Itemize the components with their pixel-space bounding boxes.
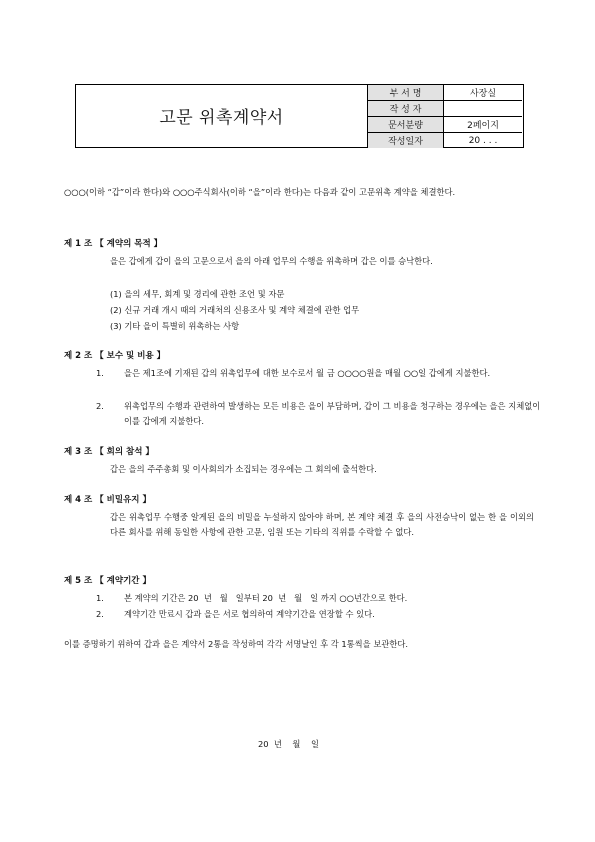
date-value: 20 . . .: [444, 133, 523, 149]
document-header: [75, 84, 524, 148]
article-5-item-1: [96, 591, 548, 606]
document-info-table: [367, 85, 522, 148]
article-1-title: 제 1 조 【 계약의 목적 】: [64, 239, 163, 249]
article-5-item-2: [96, 607, 548, 622]
author-value: [444, 101, 523, 117]
article-2-item-2: [96, 399, 548, 429]
signature-date-line: 20 년 월 일: [258, 739, 319, 749]
length-value: 2페이지: [444, 117, 523, 133]
date-label: 작성일자: [368, 133, 444, 149]
department-value: 사장실: [444, 85, 523, 101]
article-2-item-1-number: 1.: [96, 368, 104, 378]
article-5-item-2-number: 2.: [96, 609, 104, 619]
article-5-item-1-number: 1.: [96, 593, 104, 603]
article-3-title: 제 3 조 【 회의 참석 】: [64, 447, 154, 457]
article-5-title: 제 5 조 【 계약기간 】: [64, 576, 151, 586]
document-title: 고문 위촉계약서: [159, 108, 284, 128]
article-1-item-3: (3) 기타 을이 특별히 위촉하는 사항: [110, 321, 240, 331]
department-label: 부 서 명: [368, 85, 444, 101]
article-2-item-2-number: 2.: [96, 401, 104, 411]
article-2-item-2-text: 위촉업무의 수행과 관련하여 발생하는 모든 비용은 을이 부담하며, 갑이 그 비용을 청구하는 경우에는 을은 지체없이 이를 갑에게 지불한다.: [124, 401, 541, 426]
article-5-item-1-text: 본 계약의 기간은 20 년 월 일부터 20 년 월 일 까지 ○○년간으로 한다.: [124, 593, 408, 603]
article-1-item-1: (1) 을의 세무, 회계 및 경리에 관한 조언 및 자문: [110, 289, 285, 299]
article-1-item-2: (2) 신규 거래 개시 때의 거래처의 신용조사 및 계약 체결에 관한 업무: [110, 305, 360, 315]
article-4-body: 갑은 위촉업무 수행중 알게된 을의 비밀을 누설하지 않아야 하며, 본 계약 체결 후 을의 사전승낙이 없는 한 을 이외의 다른 회사를 위해 동일한 사항에 관한 고문, 임원 또는 기타의 직위를 수락할 수 없다.: [110, 512, 534, 537]
info-row-author: [368, 101, 523, 117]
article-2-item-1-text: 을은 제1조에 기재된 갑의 위촉업무에 대한 보수로서 월 금 ○○○○원을 매월 ○○일 갑에게 지불한다.: [124, 368, 491, 378]
article-2-title: 제 2 조 【 보수 및 비용 】: [64, 351, 166, 361]
article-3-body: 갑은 을의 주주총회 및 이사회의가 소집되는 경우에는 그 회의에 출석한다.: [110, 464, 377, 474]
article-4-title: 제 4 조 【 비밀유지 】: [64, 495, 151, 505]
author-label: 작 성 자: [368, 101, 444, 117]
article-5-item-2-text: 계약기간 만료시 갑과 을은 서로 협의하여 계약기간을 연장할 수 있다.: [124, 609, 375, 619]
info-row-length: [368, 117, 523, 133]
intro-paragraph: ○○○(이하 “갑”이라 한다)와 ○○○주식회사(이하 “을”이라 한다)는 다음과 같이 고문위촉 계약을 체결한다.: [64, 187, 456, 197]
info-row-date: [368, 133, 523, 149]
info-row-department: [368, 85, 523, 101]
closing-paragraph: 이를 증명하기 위하여 갑과 을은 계약서 2통을 작성하여 각각 서명날인 후 각 1통씩을 보관한다.: [64, 639, 409, 649]
length-label: 문서분량: [368, 117, 444, 133]
article-2-item-1: [96, 366, 548, 381]
article-1-body: 을은 갑에게 갑이 을의 고문으로서 을의 아래 업무의 수행을 위촉하며 갑은 이를 승낙한다.: [110, 256, 433, 266]
